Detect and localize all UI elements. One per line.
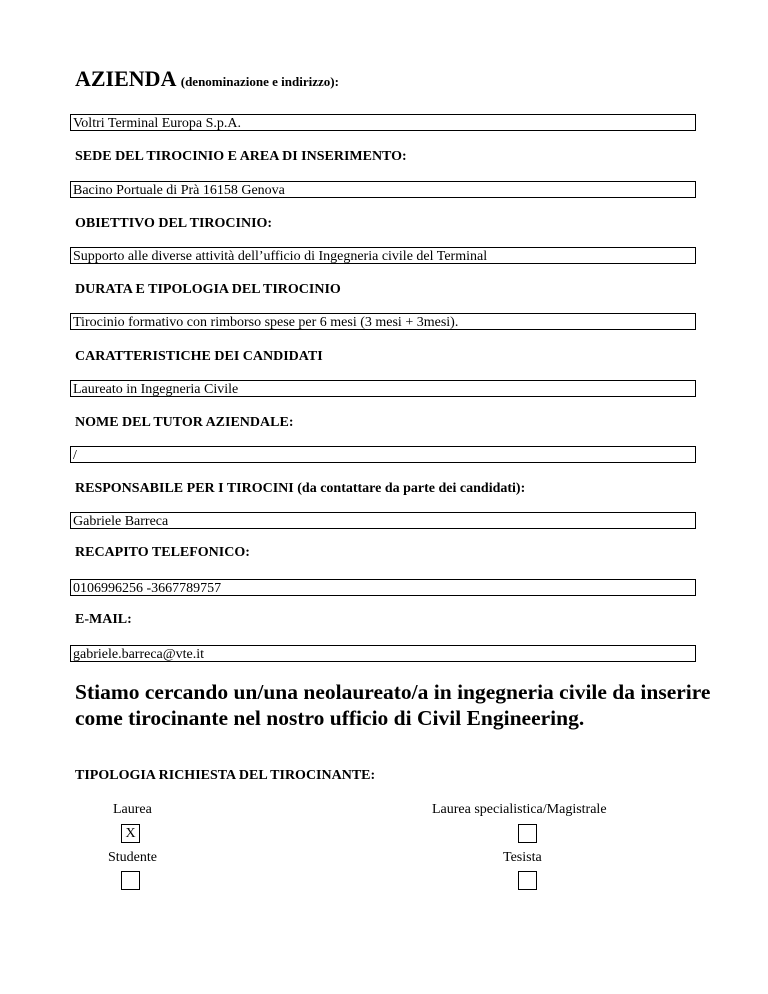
sede-label: SEDE DEL TIROCINIO E AREA DI INSERIMENTO: [75,149,407,164]
durata-field[interactable]: Tirocinio formativo con rimborso spese per 6 mesi (3 mesi + 3mesi). [70,313,696,330]
caratteristiche-field[interactable]: Laureato in Ingegneria Civile [70,380,696,397]
durata-label: DURATA E TIPOLOGIA DEL TIROCINIO [75,282,341,297]
option-laurea-label: Laurea [113,802,152,817]
sede-field[interactable]: Bacino Portuale di Prà 16158 Genova [70,181,696,198]
option-tesista-label: Tesista [503,850,542,865]
caratteristiche-label: CARATTERISTICHE DEI CANDIDATI [75,349,323,364]
company-heading [75,66,339,92]
company-subtitle: (denominazione e indirizzo): [180,74,339,89]
recapito-label: RECAPITO TELEFONICO: [75,545,250,560]
tutor-label: NOME DEL TUTOR AZIENDALE: [75,415,294,430]
headline: Stiamo cercando un/una neolaureato/a in ingegneria civile da inserire come tirocinante nel nostro ufficio di Civil Engineering. [75,680,711,730]
option-studente-checkbox[interactable] [121,871,140,890]
responsabile-label: RESPONSABILE PER I TIROCINI (da contattare da parte dei candidati): [75,481,526,496]
company-field[interactable]: Voltri Terminal Europa S.p.A. [70,114,696,131]
responsabile-field[interactable]: Gabriele Barreca [70,512,696,529]
option-laurea-checkbox[interactable]: X [121,824,140,843]
tipologia-label: TIPOLOGIA RICHIESTA DEL TIROCINANTE: [75,768,376,783]
option-laurea-specialistica-checkbox[interactable] [518,824,537,843]
obiettivo-label: OBIETTIVO DEL TIROCINIO: [75,216,273,231]
email-field[interactable]: gabriele.barreca@vte.it [70,645,696,662]
company-title: AZIENDA [75,66,176,91]
tutor-field[interactable]: / [70,446,696,463]
option-tesista-checkbox[interactable] [518,871,537,890]
recapito-field[interactable]: 0106996256 -3667789757 [70,579,696,596]
email-label: E-MAIL: [75,612,132,627]
option-studente-label: Studente [108,850,157,865]
obiettivo-field[interactable]: Supporto alle diverse attività dell’ufficio di Ingegneria civile del Terminal [70,247,696,264]
option-laurea-specialistica-label: Laurea specialistica/Magistrale [432,802,607,817]
